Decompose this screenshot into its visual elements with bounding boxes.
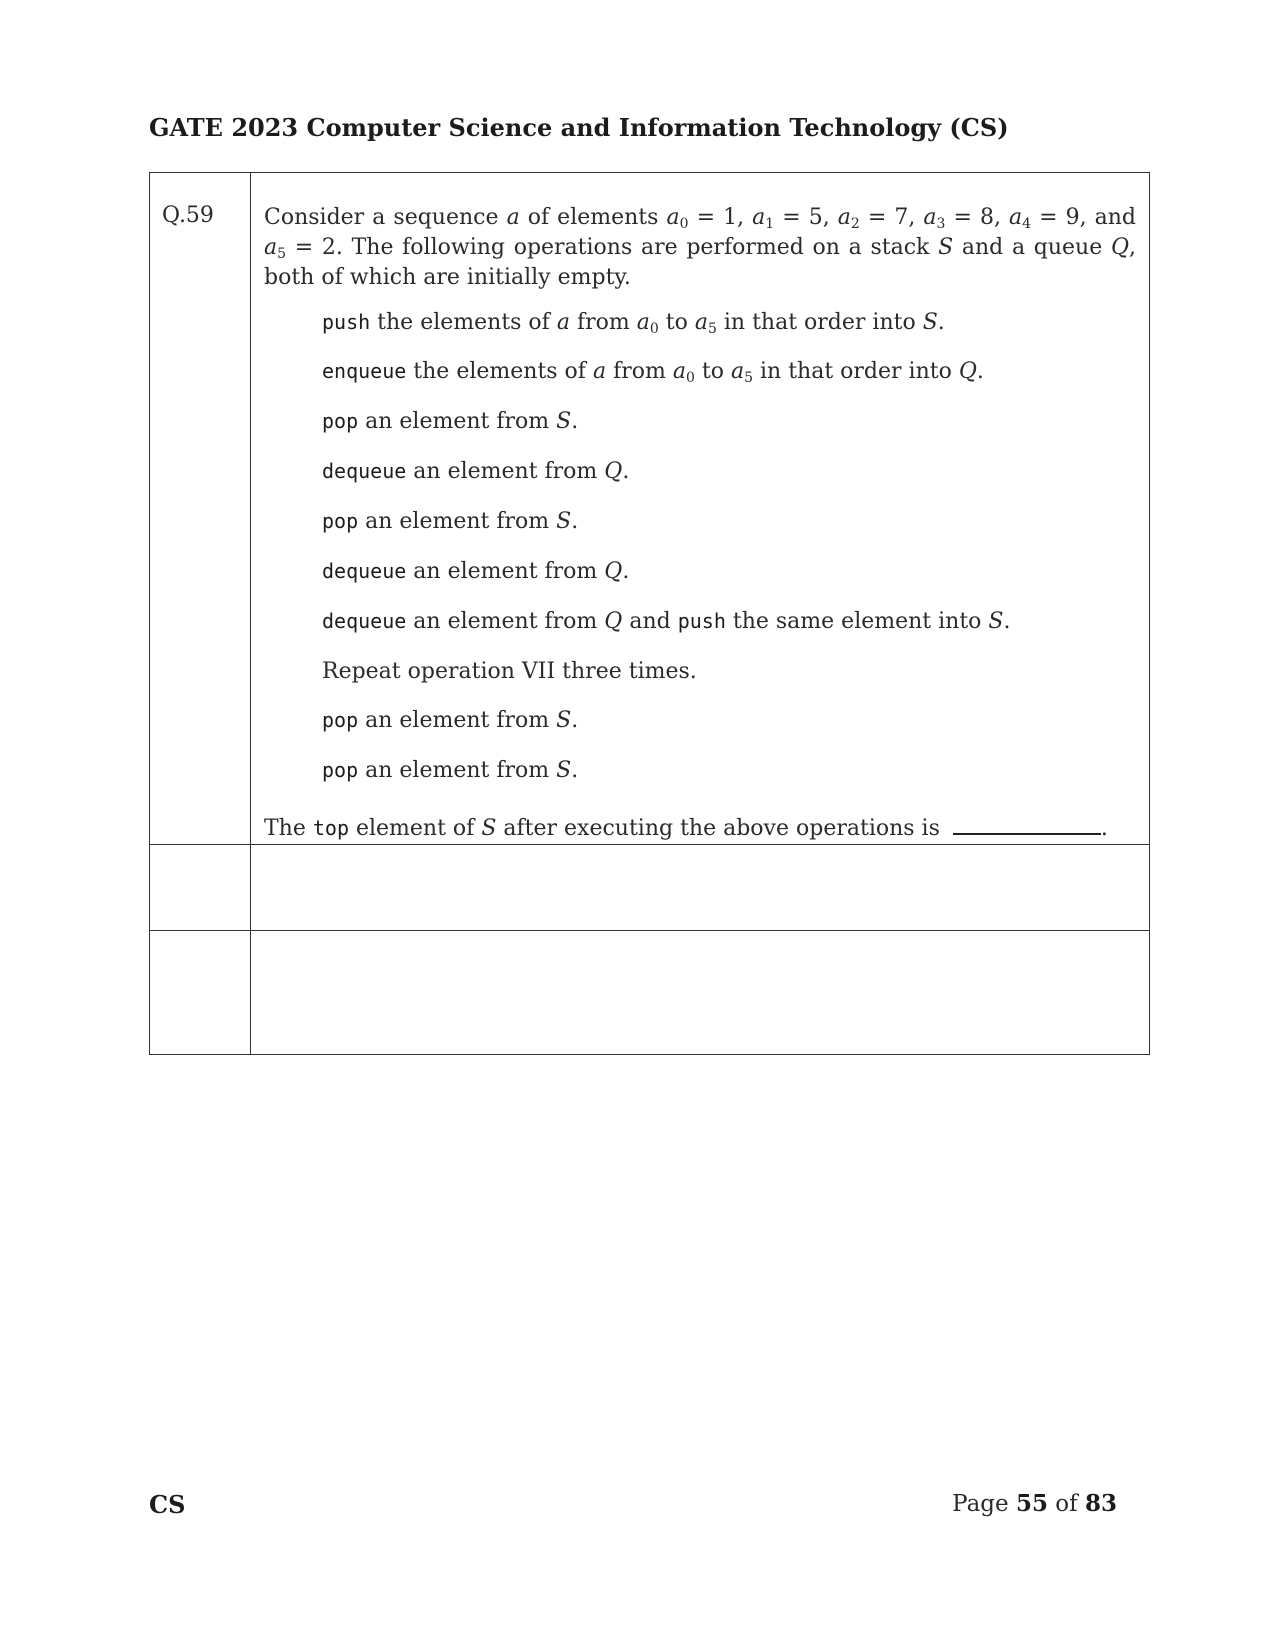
column-divider <box>250 173 251 1054</box>
question-table: Q.59 Consider a sequence a of elements $a_0 = 1$, $a_1 = 5$, $a_2 = 7$, $a_3 = 8$, $a_4 = 9$, and $a_5 = 2$. The following operations are performed on a stack S and a queue Q, both of which are initially empty. push the elements of a from $a_0$ to $a_5$ in that order into S. enqueue the elements of a from $a_0$ to $a_5$ in that order into Q. pop an element from S. dequeue an element from Q. pop an element from S. dequeue an element from Q. dequeue an element from Q and push the same element into S. Repeat operation VII three times. pop an element from S. pop an element from S. The top element of S after executing the above operations is . <box>149 172 1150 1055</box>
footer-page-number: Page 55 of 83 <box>952 1490 1117 1517</box>
answer-blank <box>953 813 1101 835</box>
question-number: Q.59 <box>162 203 214 228</box>
row-divider-1 <box>150 844 1149 845</box>
footer-paper-code: CS <box>149 1490 186 1519</box>
question-intro: Consider a sequence a of elements $a_0 = 1$, $a_1 = 5$, $a_2 = 7$, $a_3 = 8$, $a_4 = 9$, and $a_5 = 2$. The following operations are performed on a stack S and a queue Q, both of which are initially empty. <box>264 205 1136 290</box>
final-question-line: The top element of S after executing the above operations is . <box>264 813 1108 841</box>
row-divider-2 <box>150 930 1149 931</box>
page-header-title: GATE 2023 Computer Science and Information Technology (CS) <box>149 113 1009 142</box>
